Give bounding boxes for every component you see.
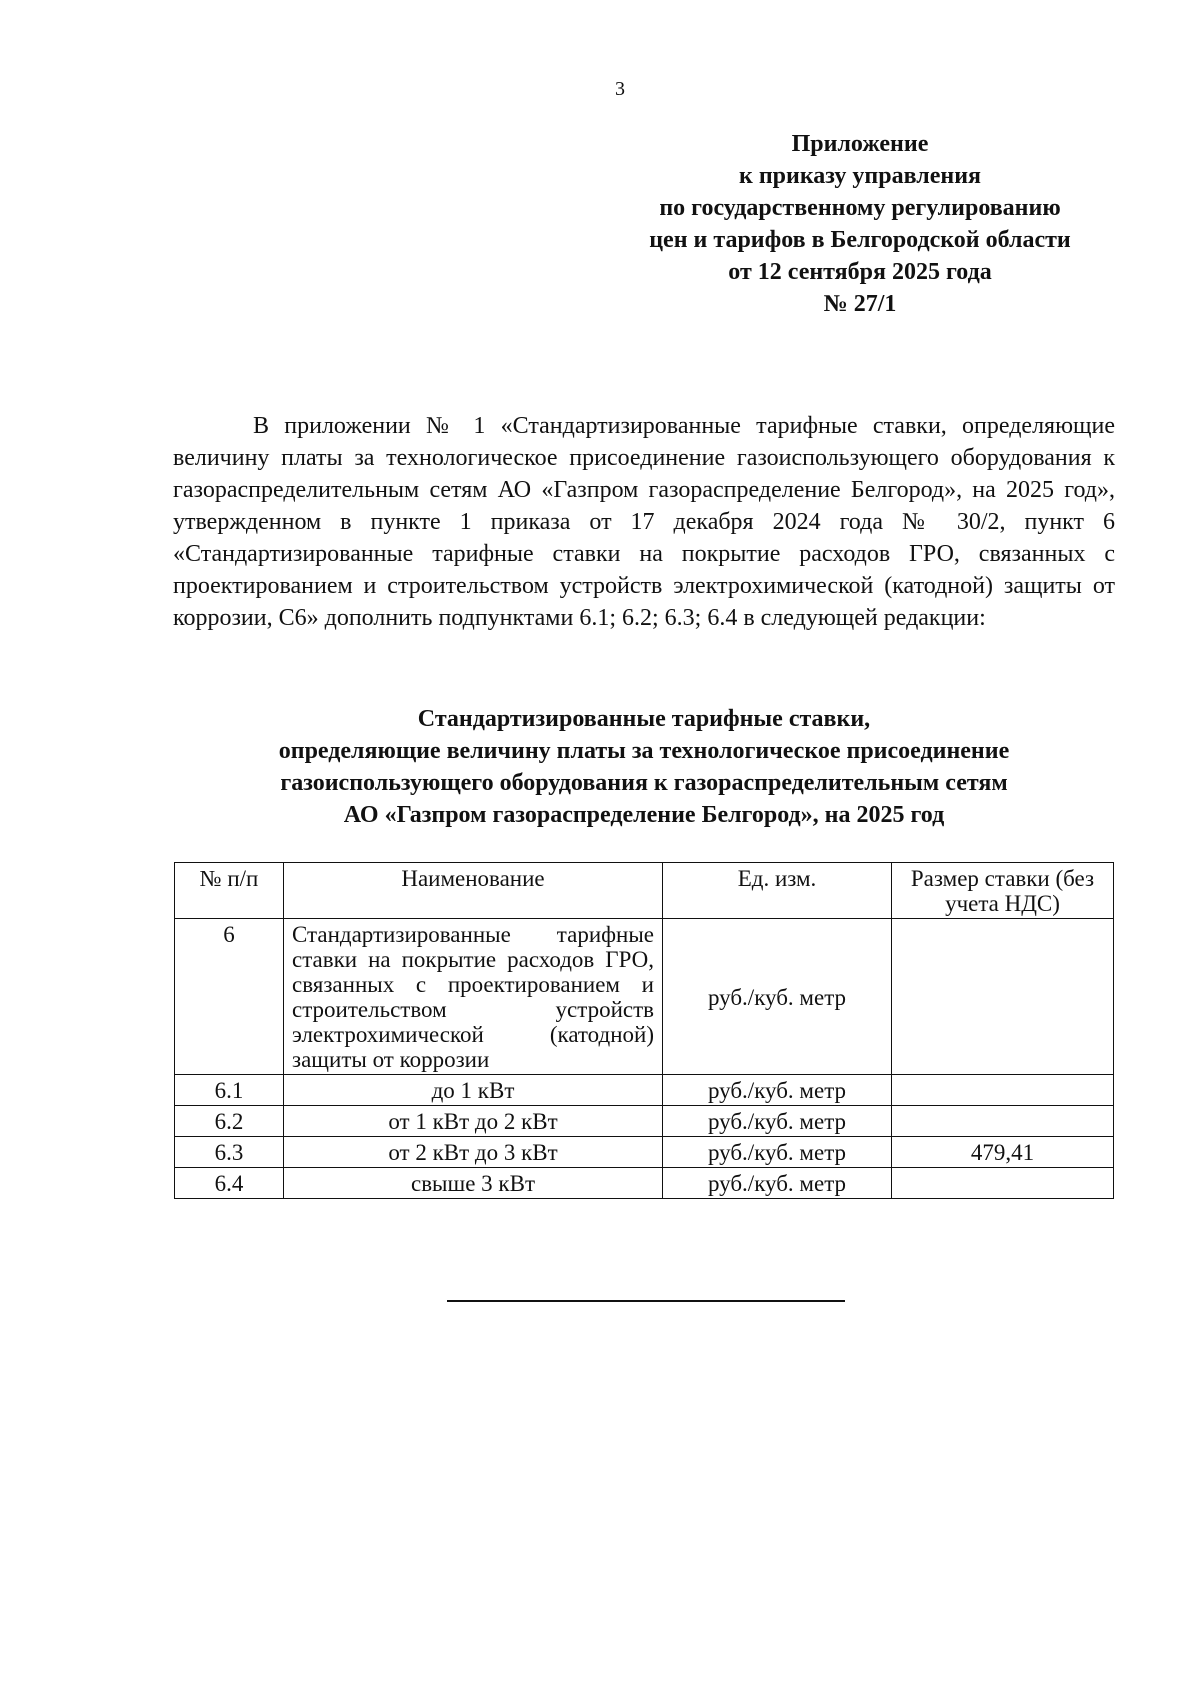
table-title bbox=[173, 703, 1115, 831]
table-title-line: газоиспользующего оборудования к газораспределительным сетям bbox=[280, 770, 1008, 796]
table-title-line: АО «Газпром газораспределение Белгород», на 2025 год bbox=[343, 802, 945, 828]
cell-unit: руб./куб. метр bbox=[663, 1075, 892, 1106]
cell-unit: руб./куб. метр bbox=[663, 1106, 892, 1137]
end-divider bbox=[447, 1300, 845, 1302]
appendix-header-line: от 12 сентября 2025 года bbox=[728, 259, 992, 285]
appendix-header-line: Приложение bbox=[791, 131, 929, 157]
cell-num: 6 bbox=[175, 919, 284, 1075]
header-unit: Ед. изм. bbox=[663, 863, 892, 919]
appendix-header-line: цен и тарифов в Белгородской области bbox=[649, 227, 1071, 253]
table-row bbox=[175, 1075, 1114, 1106]
cell-name bbox=[284, 919, 663, 1075]
table-title-line: определяющие величину платы за технологическое присоединение bbox=[278, 738, 1010, 764]
appendix-header-line: к приказу управления bbox=[738, 163, 981, 189]
cell-unit: руб./куб. метр bbox=[663, 919, 892, 1075]
cell-num: 6.2 bbox=[175, 1106, 284, 1137]
header-rate: Размер ставки (без учета НДС) bbox=[892, 863, 1114, 919]
cell-unit: руб./куб. метр bbox=[663, 1168, 892, 1199]
cell-num: 6.1 bbox=[175, 1075, 284, 1106]
intro-paragraph: В приложении № 1 «Стандартизированные тарифные ставки, определяющие величину платы за технологическое присоединение газоиспользующего оборудования к газораспределительным сетям АО «Газпром газораспределение Белгород», на 2025 год», утвержденном в пункте 1 приказа от 17 декабря 2024 года № 30/2, пункт 6 «Стандартизированные тарифные ставки на покрытие расходов ГРО, связанных с проектированием и строительством устройств электрохимической (катодной) защиты от коррозии, С6» дополнить подпунктами 6.1; 6.2; 6.3; 6.4 в следующей редакции: bbox=[173, 413, 1115, 631]
cell-num: 6.4 bbox=[175, 1168, 284, 1199]
cell-name: от 1 кВт до 2 кВт bbox=[284, 1106, 663, 1137]
table-row bbox=[175, 1137, 1114, 1168]
cell-rate bbox=[892, 919, 1114, 1075]
table-header-row bbox=[175, 863, 1114, 919]
cell-name-tail: защиты от коррозии bbox=[292, 1047, 490, 1072]
cell-name-text: Стандартизированные тарифные ставки на покрытие расходов ГРО, связанных с проектированием и строительством устройств электрохимической (катодной) bbox=[292, 922, 654, 1047]
cell-rate bbox=[892, 1168, 1114, 1199]
cell-name: до 1 кВт bbox=[284, 1075, 663, 1106]
header-num: № п/п bbox=[175, 863, 284, 919]
cell-name: свыше 3 кВт bbox=[284, 1168, 663, 1199]
cell-rate bbox=[892, 1075, 1114, 1106]
tariff-table bbox=[174, 862, 1114, 1199]
page-number: 3 bbox=[615, 78, 625, 100]
table-row bbox=[175, 1106, 1114, 1137]
cell-name: от 2 кВт до 3 кВт bbox=[284, 1137, 663, 1168]
cell-rate: 479,41 bbox=[892, 1137, 1114, 1168]
table-row bbox=[175, 1168, 1114, 1199]
header-name: Наименование bbox=[284, 863, 663, 919]
cell-num: 6.3 bbox=[175, 1137, 284, 1168]
cell-unit: руб./куб. метр bbox=[663, 1137, 892, 1168]
table-title-line: Стандартизированные тарифные ставки, bbox=[417, 706, 871, 732]
appendix-header bbox=[640, 128, 1080, 320]
appendix-header-line: № 27/1 bbox=[823, 291, 897, 317]
appendix-header-line: по государственному регулированию bbox=[659, 195, 1061, 221]
table-row-main bbox=[175, 919, 1114, 1075]
cell-rate bbox=[892, 1106, 1114, 1137]
